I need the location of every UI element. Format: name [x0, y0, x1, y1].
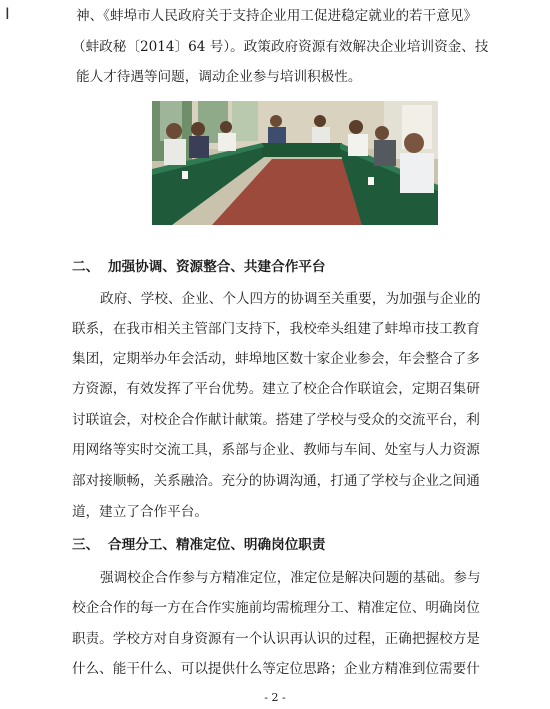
section-2-line-2: 联系，在我市相关主管部门支持下，我校牵头组建了蚌埠市技工教育: [72, 321, 480, 337]
section-2-line-6: 用网络等实时交流工具，系部与企业、教师与车间、处室与人力资源: [72, 442, 480, 458]
section-2-line-3: 集团，定期举办年会活动，蚌埠地区数十家企业参会，年会整合了多: [72, 351, 480, 367]
section-3-line-1: 强调校企合作参与方精准定位，准定位是解决问题的基础。参与: [100, 570, 481, 586]
page-number: - 2 -: [264, 691, 286, 704]
meeting-photo: [152, 101, 438, 225]
section-2-line-4: 方资源，有效发挥了平台优势。建立了校企合作联谊会，定期召集研: [72, 381, 480, 397]
section-2-line-8: 道，建立了合作平台。: [72, 504, 208, 520]
section-3-number: 三、: [72, 537, 100, 553]
section-2-line-5: 讨联谊会，对校企合作献计献策。搭建了学校与受众的交流平台，利: [72, 412, 480, 428]
section-3-line-2: 校企合作的每一方在合作实施前均需梳理分工、精准定位、明确岗位: [72, 600, 480, 616]
text-cursor-icon: Ⅰ: [5, 4, 10, 23]
meeting-photo-drawing: [152, 101, 438, 225]
section-3-heading: [72, 536, 326, 554]
section-2-line-7: 部对接顺畅，关系融洽。充分的协调沟通，打通了学校与企业之间通: [72, 473, 480, 489]
intro-line-2: （蚌政秘〔2014〕64 号）。政策政府资源有效解决企业培训资金、技: [72, 39, 489, 55]
section-2-title: 加强协调、资源整合、共建合作平台: [108, 259, 326, 275]
section-3-line-3: 职责。学校方对自身资源有一个认识再认识的过程，正确把握校方是: [72, 631, 480, 647]
intro-line-1: 神、《蚌埠市人民政府关于支持企业用工促进稳定就业的若干意见》: [76, 8, 478, 24]
section-3-title: 合理分工、精准定位、明确岗位职责: [108, 537, 326, 553]
section-3-line-4: 什么、能干什么、可以提供什么等定位思路；企业方精准到位需要什: [72, 661, 480, 677]
section-2-heading: [72, 258, 326, 276]
section-2-number: 二、: [72, 259, 100, 275]
intro-line-3: 能人才待遇等问题，调动企业参与培训积极性。: [76, 69, 362, 85]
section-2-line-1: 政府、学校、企业、个人四方的协调至关重要，为加强与企业的: [100, 291, 481, 307]
